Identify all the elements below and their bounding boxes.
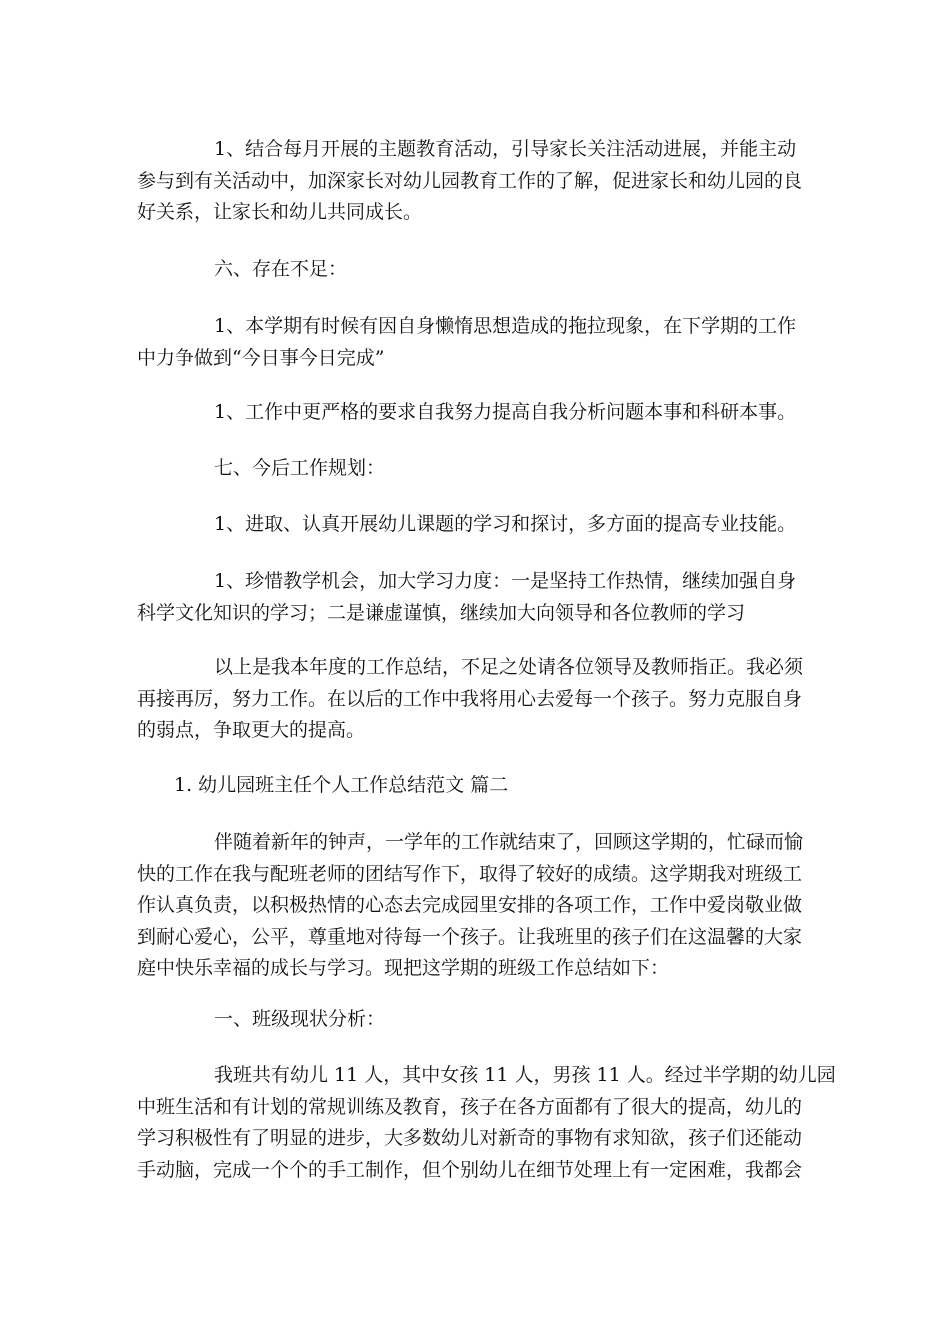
text-line: 七、今后工作规划： (214, 457, 386, 479)
paragraph-conclusion (137, 652, 817, 747)
paragraph-research (137, 509, 817, 541)
text-line: 好关系，让家长和幼儿共同成长。 (137, 201, 423, 223)
text-line: 科学文化知识的学习；二是谦虚谨慎，继续加大向领导和各位教师的学习 (137, 601, 746, 624)
text-line: 的弱点，争取更大的提高。 (137, 719, 366, 741)
paragraph-self-improvement (137, 397, 817, 429)
text-line: 一、班级现状分析： (214, 1008, 386, 1030)
text-line: 到耐心爱心，公平，尊重地对待每一个孩子。让我班里的孩子们在这温馨的大家 (137, 925, 803, 948)
text-line: 我班共有幼儿 11 人，其中女孩 11 人，男孩 11 人。经过半学期的幼儿园 (214, 1064, 836, 1086)
text-line: 1、工作中更严格的要求自我努力提高自我分析问题本事和科研本事。 (214, 401, 797, 423)
text-line: 手动脑，完成一个个的手工制作，但个别幼儿在细节处理上有一定困难，我都会 (137, 1158, 803, 1181)
paragraph-teaching-opportunity (137, 566, 817, 629)
text-line: 1、结合每月开展的主题教育活动，引导家长关注活动进展，并能主动 (214, 138, 797, 160)
text-line: 再接再厉，努力工作。在以后的工作中我将用心去爱每一个孩子。努力克服自身 (137, 687, 803, 710)
article-heading-part-two (137, 770, 817, 802)
section-heading-class-analysis (137, 1004, 817, 1036)
section-heading-shortcomings (137, 254, 817, 286)
text-line: 参与到有关活动中，加深家长对幼儿园教育工作的了解，促进家长和幼儿园的良 (137, 169, 803, 192)
text-line: 六、存在不足： (214, 258, 348, 280)
text-line: 中力争做到“今日事今日完成” (137, 346, 385, 369)
text-line: 以上是我本年度的工作总结，不足之处请各位领导及教师指正。我必须 (214, 656, 804, 678)
section-heading-future-plan (137, 453, 817, 485)
text-line: 1、进取、认真开展幼儿课题的学习和探讨，多方面的提高专业技能。 (214, 513, 797, 535)
paragraph-new-year (137, 827, 817, 985)
text-line: 学习积极性有了明显的进步，大多数幼儿对新奇的事物有求知欲，孩子们还能动 (137, 1127, 803, 1149)
text-line: 1、本学期有时候有因自身懒惰思想造成的拖拉现象，在下学期的工作 (214, 315, 797, 337)
text-line: 1. 幼儿园班主任个人工作总结范文 篇二 (174, 774, 509, 796)
paragraph-class-status (137, 1060, 836, 1186)
text-line: 庭中快乐幸福的成长与学习。现把这学期的班级工作总结如下： (137, 957, 670, 979)
paragraph-parent-activities (137, 134, 817, 229)
text-line: 作认真负责，以积极热情的心态去完成园里安排的各项工作，工作中爱岗敬业做 (137, 894, 803, 916)
text-line: 中班生活和有计划的常规训练及教育，孩子在各方面都有了很大的提高，幼儿的 (137, 1095, 803, 1118)
text-line: 伴随着新年的钟声，一学年的工作就结束了，回顾这学期的，忙碌而愉 (214, 831, 804, 853)
text-line: 快的工作在我与配班老师的团结写作下，取得了较好的成绩。这学期我对班级工 (137, 862, 803, 885)
text-line: 1、珍惜教学机会，加大学习力度：一是坚持工作热情，继续加强自身 (214, 570, 797, 592)
paragraph-procrastination (137, 311, 817, 374)
